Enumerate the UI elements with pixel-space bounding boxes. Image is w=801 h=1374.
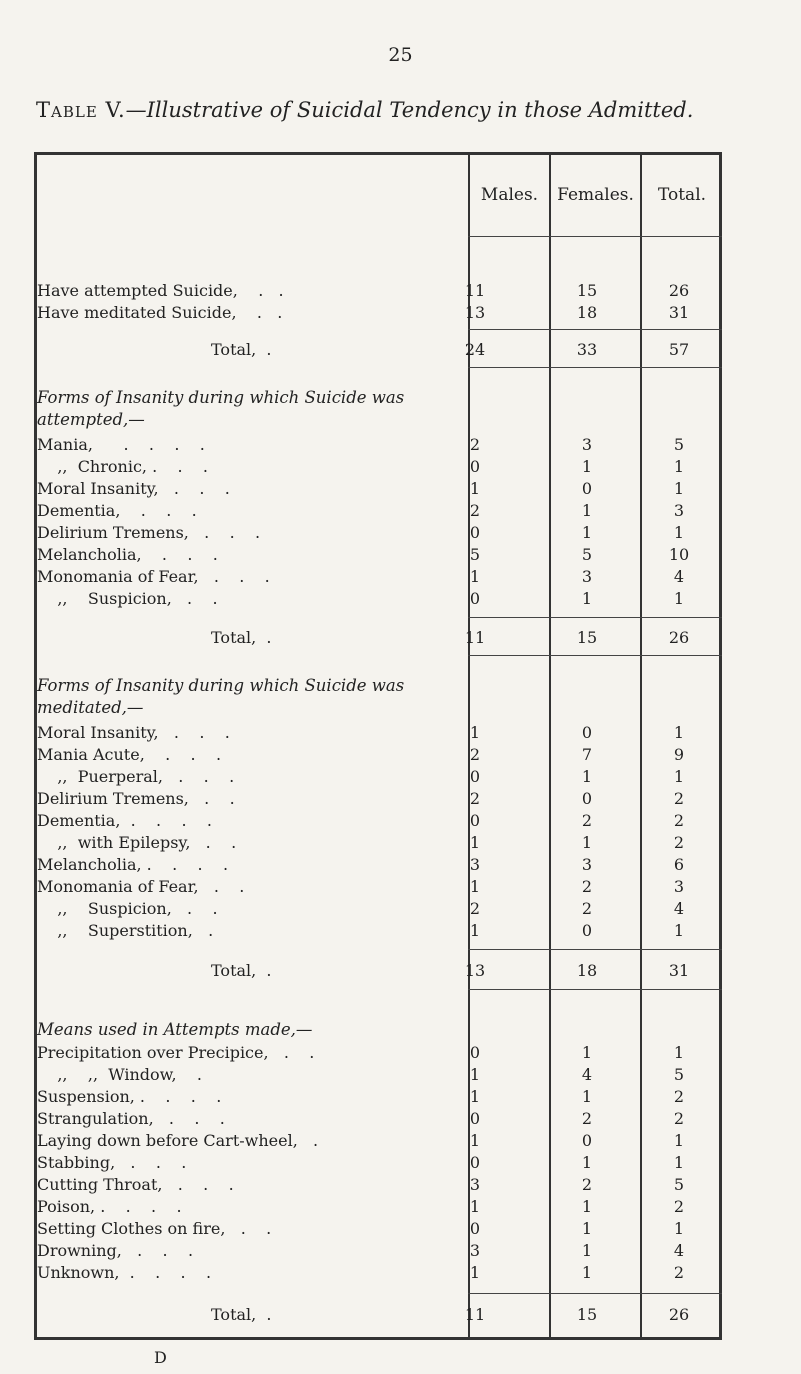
signature-mark: D	[154, 1348, 167, 1367]
males-value: 0	[469, 523, 481, 542]
males-value: 3	[469, 855, 481, 874]
males-value: 11	[464, 281, 486, 300]
row-label: Moral Insanity, . . .	[37, 479, 230, 498]
males-value: 3	[469, 1175, 481, 1194]
males-value: 1	[469, 1197, 481, 1216]
females-value: 0	[581, 789, 593, 808]
table-row	[37, 789, 725, 811]
females-value: 1	[581, 1043, 593, 1062]
section-heading: Means used in Attempts made,—	[37, 1020, 313, 1039]
males-value: 1	[469, 1065, 481, 1084]
females-value: 1	[581, 1087, 593, 1106]
females-total: 15	[576, 1305, 598, 1324]
grand-total: 26	[668, 1305, 690, 1324]
males-value: 1	[469, 1087, 481, 1106]
males-total: 11	[464, 1305, 486, 1324]
total-value: 31	[668, 303, 690, 322]
table-row	[37, 435, 725, 457]
row-label: Dementia, . . . .	[37, 811, 212, 830]
total-value: 2	[673, 1109, 685, 1128]
subtotal-rule	[468, 1293, 722, 1294]
page-number: 25	[388, 44, 413, 66]
table-row	[37, 723, 725, 745]
table-row	[37, 589, 725, 611]
males-value: 3	[469, 1241, 481, 1260]
females-value: 0	[581, 1131, 593, 1150]
females-value: 2	[581, 877, 593, 896]
total-value: 5	[673, 1175, 685, 1194]
row-label: Melancholia, . . .	[37, 545, 218, 564]
row-label: ,, with Epilepsy, . .	[37, 833, 237, 852]
total-label: Total, .	[211, 1305, 272, 1324]
row-label: Monomania of Fear, . .	[37, 877, 245, 896]
females-total: 33	[576, 340, 598, 359]
row-label: Mania Acute, . . .	[37, 745, 222, 764]
males-value: 1	[469, 1131, 481, 1150]
row-label: Drowning, . . .	[37, 1241, 194, 1260]
males-value: 5	[469, 545, 481, 564]
total-value: 1	[673, 479, 685, 498]
total-value: 2	[673, 789, 685, 808]
subtotal-rule	[468, 617, 722, 618]
row-label: Laying down before Cart-wheel, .	[37, 1131, 319, 1150]
females-value: 1	[581, 501, 593, 520]
subtotal-rule	[468, 329, 722, 330]
row-label: ,, Superstition, .	[37, 921, 214, 940]
row-label: Poison, . . . .	[37, 1197, 182, 1216]
row-label: ,, ,, Window, .	[37, 1065, 202, 1084]
row-label: Unknown, . . . .	[37, 1263, 212, 1282]
row-label: Moral Insanity, . . .	[37, 723, 230, 742]
table-row	[37, 1153, 725, 1175]
males-value: 1	[469, 479, 481, 498]
females-value: 3	[581, 855, 593, 874]
females-total: 18	[576, 961, 598, 980]
grand-total: 57	[668, 340, 690, 359]
total-row	[37, 340, 725, 362]
row-label: Mania, . . . .	[37, 435, 205, 454]
males-value: 1	[469, 921, 481, 940]
row-label: Stabbing, . . .	[37, 1153, 187, 1172]
females-value: 1	[581, 1263, 593, 1282]
total-value: 5	[673, 1065, 685, 1084]
table-row	[37, 523, 725, 545]
males-value: 0	[469, 1153, 481, 1172]
row-label: Strangulation, . . .	[37, 1109, 225, 1128]
table-title	[36, 98, 776, 122]
females-value: 1	[581, 457, 593, 476]
row-label: Precipitation over Precipice, . .	[37, 1043, 315, 1062]
table-row	[37, 899, 725, 921]
total-value: 4	[673, 899, 685, 918]
males-value: 0	[469, 811, 481, 830]
table-row	[37, 545, 725, 567]
column-header-males: Males.	[480, 185, 539, 205]
females-value: 3	[581, 567, 593, 586]
females-value: 1	[581, 833, 593, 852]
table-row	[37, 1263, 725, 1285]
females-value: 7	[581, 745, 593, 764]
row-label: Suspension, . . . .	[37, 1087, 222, 1106]
males-value: 2	[469, 435, 481, 454]
females-value: 1	[581, 767, 593, 786]
total-value: 2	[673, 1263, 685, 1282]
males-value: 0	[469, 1109, 481, 1128]
total-label: Total, .	[211, 628, 272, 647]
column-header-females: Females.	[557, 185, 634, 205]
subtotal-rule	[468, 949, 722, 950]
females-value: 0	[581, 723, 593, 742]
females-value: 0	[581, 479, 593, 498]
table-row	[37, 501, 725, 523]
total-value: 6	[673, 855, 685, 874]
females-value: 5	[581, 545, 593, 564]
total-value: 2	[673, 1087, 685, 1106]
table-row	[37, 877, 725, 899]
table-title-lead: Table V.	[36, 98, 126, 122]
total-value: 1	[673, 767, 685, 786]
grand-total: 31	[668, 961, 690, 980]
total-label: Total, .	[211, 961, 272, 980]
row-label: Setting Clothes on fire, . .	[37, 1219, 272, 1238]
table-row	[37, 1131, 725, 1153]
males-value: 0	[469, 589, 481, 608]
table-row	[37, 1087, 725, 1109]
row-label: Have meditated Suicide, . .	[37, 303, 283, 322]
males-value: 1	[469, 567, 481, 586]
row-label: ,, Suspicion, . .	[37, 899, 218, 918]
row-label: Have attempted Suicide, . .	[37, 281, 284, 300]
females-value: 15	[576, 281, 598, 300]
females-total: 15	[576, 628, 598, 647]
table-title-subtitle: —Illustrative of Suicidal Tendency in those Admitted.	[125, 98, 694, 122]
males-value: 1	[469, 723, 481, 742]
males-value: 13	[464, 303, 486, 322]
total-rule	[468, 367, 722, 368]
total-label: Total, .	[211, 340, 272, 359]
total-value: 9	[673, 745, 685, 764]
table-row	[37, 1109, 725, 1131]
females-value: 1	[581, 1219, 593, 1238]
table-row	[37, 1175, 725, 1197]
females-value: 2	[581, 1109, 593, 1128]
females-value: 0	[581, 921, 593, 940]
grand-total: 26	[668, 628, 690, 647]
table-row	[37, 855, 725, 877]
table-row	[37, 1065, 725, 1087]
total-value: 1	[673, 1153, 685, 1172]
total-row	[37, 1305, 725, 1327]
total-value: 10	[668, 545, 690, 564]
table-row	[37, 479, 725, 501]
females-value: 1	[581, 1241, 593, 1260]
table-row	[37, 1043, 725, 1065]
females-value: 1	[581, 1197, 593, 1216]
males-value: 2	[469, 501, 481, 520]
total-value: 4	[673, 567, 685, 586]
total-value: 1	[673, 921, 685, 940]
row-label: ,, Puerperal, . . .	[37, 767, 235, 786]
table-row	[37, 767, 725, 789]
males-value: 2	[469, 745, 481, 764]
row-label: Cutting Throat, . . .	[37, 1175, 234, 1194]
males-total: 13	[464, 961, 486, 980]
total-value: 1	[673, 457, 685, 476]
row-label: Dementia, . . .	[37, 501, 197, 520]
total-value: 3	[673, 877, 685, 896]
females-value: 2	[581, 811, 593, 830]
table-row	[37, 811, 725, 833]
table-row	[37, 745, 725, 767]
males-total: 11	[464, 628, 486, 647]
total-value: 2	[673, 833, 685, 852]
total-row	[37, 961, 725, 983]
total-value: 4	[673, 1241, 685, 1260]
row-label: Melancholia, . . . .	[37, 855, 229, 874]
column-header-total: Total.	[657, 185, 707, 205]
males-value: 0	[469, 1043, 481, 1062]
table-row	[37, 457, 725, 479]
total-row	[37, 628, 725, 650]
males-value: 1	[469, 1263, 481, 1282]
males-value: 0	[469, 457, 481, 476]
table-row	[37, 567, 725, 589]
total-rule	[468, 655, 722, 656]
table-row	[37, 281, 725, 303]
total-value: 26	[668, 281, 690, 300]
females-value: 3	[581, 435, 593, 454]
total-value: 1	[673, 589, 685, 608]
header-rule	[468, 236, 722, 237]
row-label: Delirium Tremens, . .	[37, 789, 235, 808]
row-label: Delirium Tremens, . . .	[37, 523, 261, 542]
total-value: 1	[673, 523, 685, 542]
females-value: 1	[581, 589, 593, 608]
males-value: 2	[469, 899, 481, 918]
total-value: 5	[673, 435, 685, 454]
section-heading: Forms of Insanity during which Suicide was attempted,—	[37, 388, 405, 429]
table-row	[37, 1219, 725, 1241]
section-heading: Forms of Insanity during which Suicide was meditated,—	[37, 676, 405, 717]
total-value: 3	[673, 501, 685, 520]
total-value: 1	[673, 1219, 685, 1238]
total-value: 2	[673, 1197, 685, 1216]
females-value: 2	[581, 899, 593, 918]
suicide-table	[34, 152, 722, 1340]
table-row	[37, 833, 725, 855]
total-value: 1	[673, 1043, 685, 1062]
females-value: 2	[581, 1175, 593, 1194]
males-total: 24	[464, 340, 486, 359]
total-value: 1	[673, 723, 685, 742]
table-row	[37, 921, 725, 943]
table-row	[37, 1197, 725, 1219]
row-label: ,, Suspicion, . .	[37, 589, 218, 608]
females-value: 18	[576, 303, 598, 322]
row-label: ,, Chronic, . . .	[37, 457, 209, 476]
males-value: 0	[469, 1219, 481, 1238]
males-value: 2	[469, 789, 481, 808]
females-value: 4	[581, 1065, 593, 1084]
total-value: 1	[673, 1131, 685, 1150]
males-value: 1	[469, 877, 481, 896]
row-label: Monomania of Fear, . . .	[37, 567, 270, 586]
total-value: 2	[673, 811, 685, 830]
table-row	[37, 1241, 725, 1263]
males-value: 0	[469, 767, 481, 786]
females-value: 1	[581, 523, 593, 542]
males-value: 1	[469, 833, 481, 852]
females-value: 1	[581, 1153, 593, 1172]
total-rule	[468, 989, 722, 990]
table-row	[37, 303, 725, 325]
